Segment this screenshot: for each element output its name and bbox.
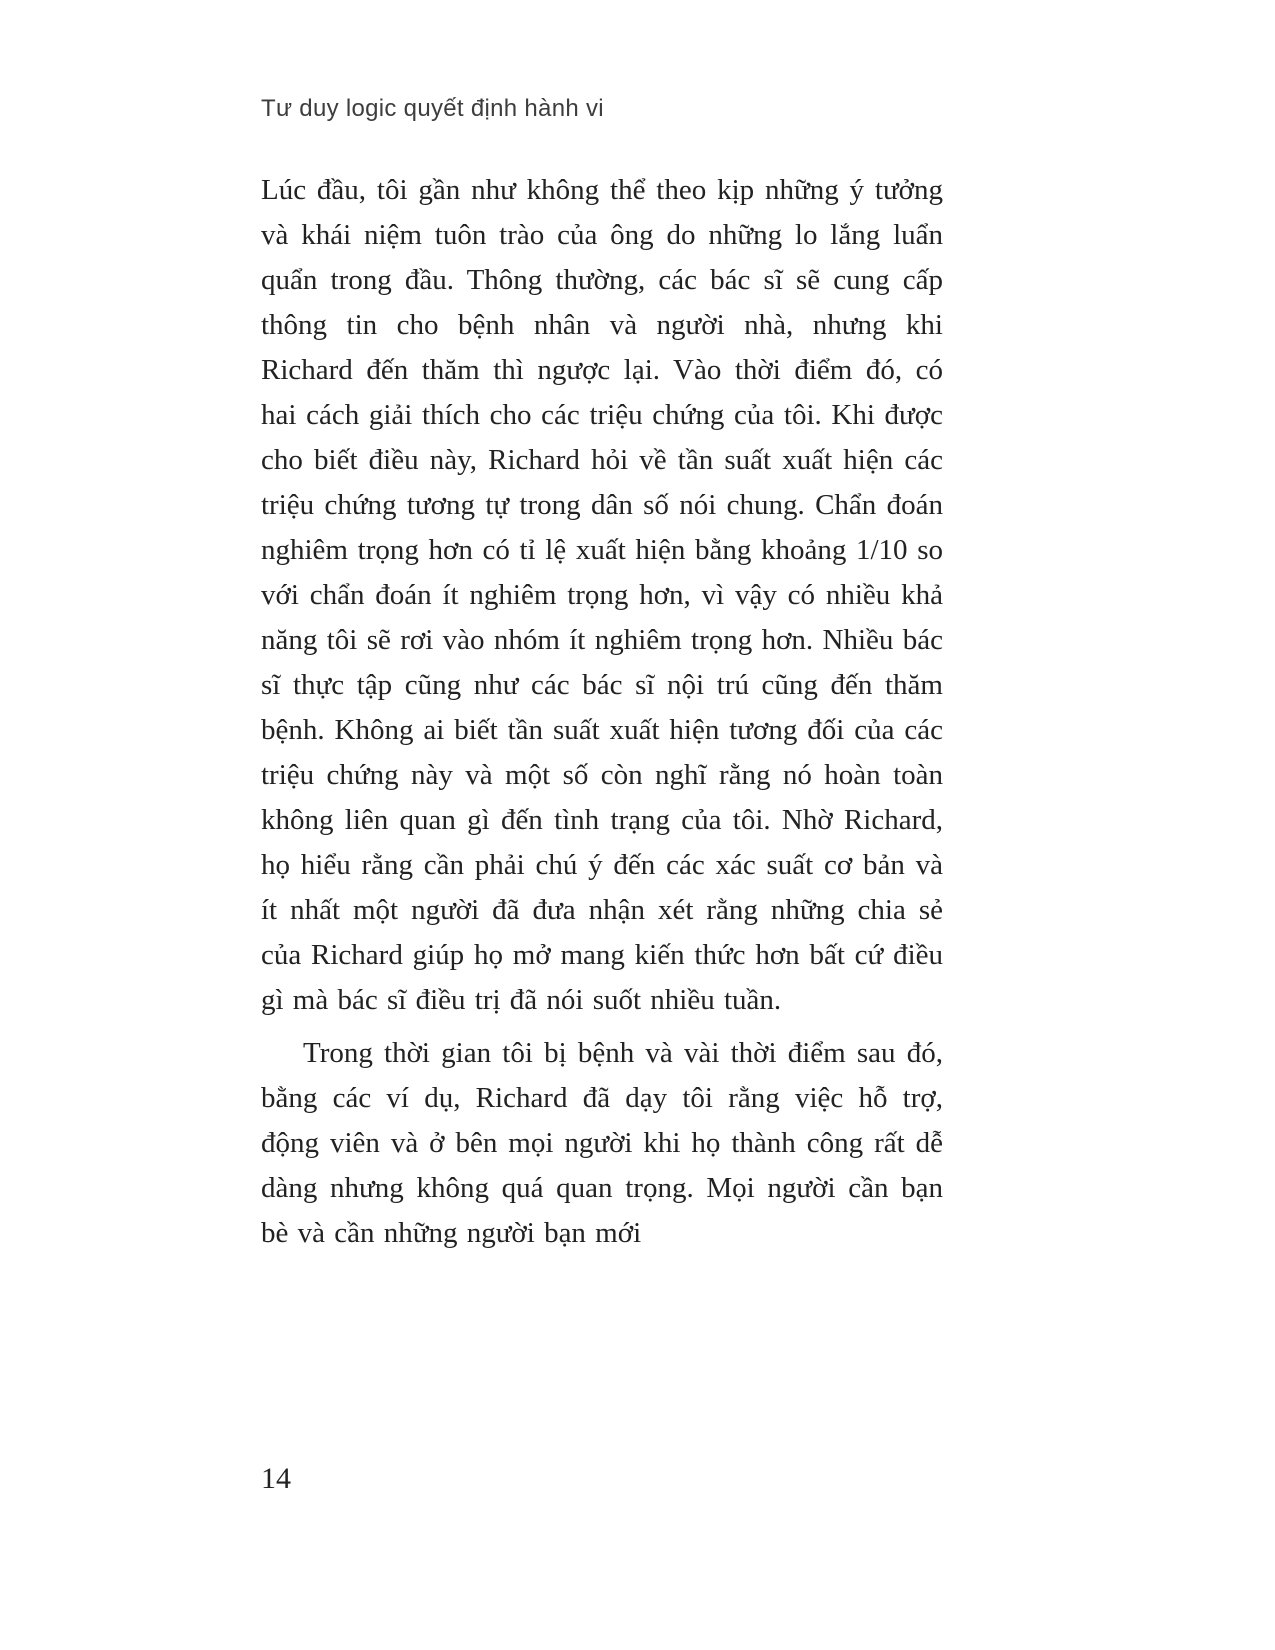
paragraph: Lúc đầu, tôi gần như không thể theo kịp những ý tưởng và khái niệm tuôn trào của ông do những lo lắng luẩn quẩn trong đầu. Thông thường, các bác sĩ sẽ cung cấp thông tin cho bệnh nhân và người nhà, nhưng khi Richard đến thăm thì ngược lại. Vào thời điểm đó, có hai cách giải thích cho các triệu chứng của tôi. Khi được cho biết điều này, Richard hỏi về tần suất xuất hiện các triệu chứng tương tự trong dân số nói chung. Chẩn đoán nghiêm trọng hơn có tỉ lệ xuất hiện bằng khoảng 1/10 so với chẩn đoán ít nghiêm trọng hơn, vì vậy có nhiều khả năng tôi sẽ rơi vào nhóm ít nghiêm trọng hơn. Nhiều bác sĩ thực tập cũng như các bác sĩ nội trú cũng đến thăm bệnh. Không ai biết tần suất xuất hiện tương đối của các triệu chứng này và một số còn nghĩ rằng nó hoàn toàn không liên quan gì đến tình trạng của tôi. Nhờ Richard, họ hiểu rằng cần phải chú ý đến các xác suất cơ bản và ít nhất một người đã đưa nhận xét rằng những chia sẻ của Richard giúp họ mở mang kiến thức hơn bất cứ điều gì mà bác sĩ điều trị đã nói suốt nhiều tuần. <box>261 174 943 1016</box>
body-text <box>261 168 943 1256</box>
running-header: Tư duy logic quyết định hành vi <box>261 95 604 122</box>
paragraph: Trong thời gian tôi bị bệnh và vài thời điểm sau đó, bằng các ví dụ, Richard đã dạy tôi rằng việc hỗ trợ, động viên và ở bên mọi người khi họ thành công rất dễ dàng nhưng không quá quan trọng. Mọi người cần bạn bè và cần những người bạn mới <box>261 1037 943 1249</box>
page-number: 14 <box>261 1462 291 1495</box>
